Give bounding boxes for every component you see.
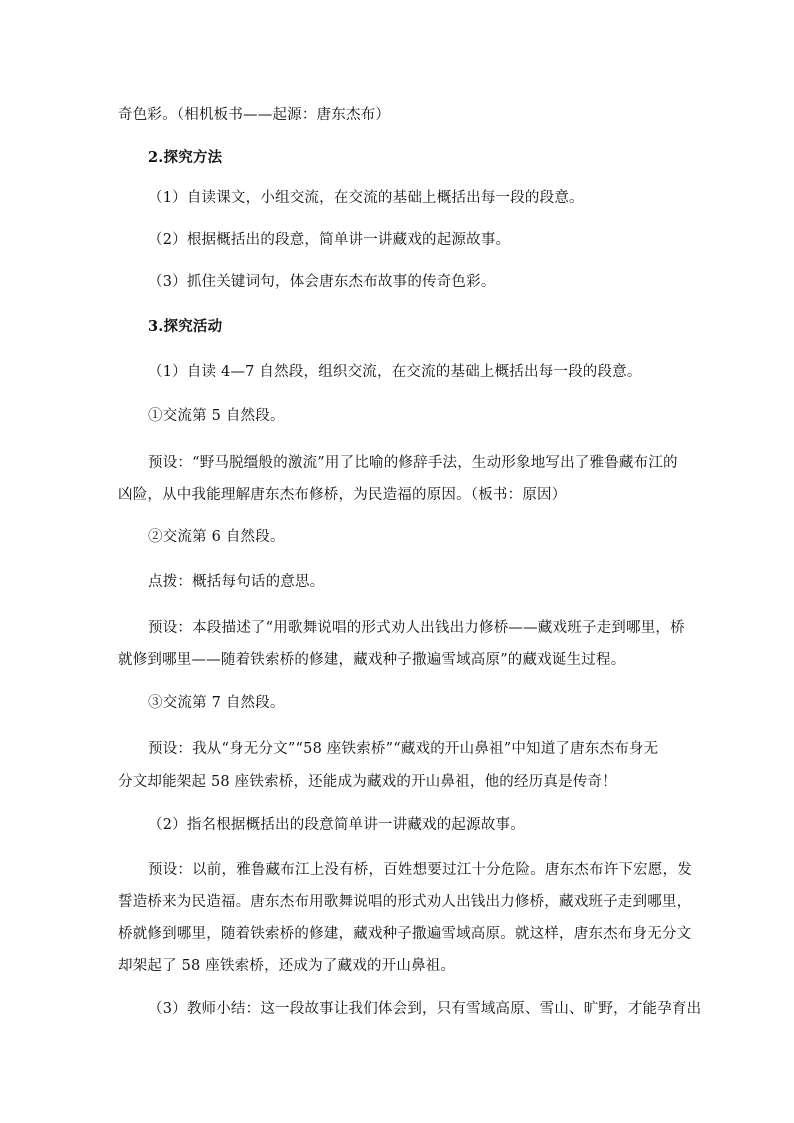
text-line: 预设：以前，雅鲁藏布江上没有桥，百姓想要过江十分危险。唐东杰布许下宏愿，发 [148, 862, 692, 878]
text-line: 分文却能架起 58 座铁索桥，还能成为藏戏的开山鼻祖，他的经历真是传奇！ [118, 774, 617, 790]
text-line: （2）指名根据概括出的段意简单讲一讲藏戏的起源故事。 [148, 817, 525, 833]
section-heading: 3.探究活动 [148, 318, 223, 335]
text-line: 却架起了 58 座铁索桥，还成为了藏戏的开山鼻祖。 [118, 958, 456, 974]
text-line: （3）抓住关键词句，体会唐东杰布故事的传奇色彩。 [148, 274, 496, 290]
text-line: ①交流第 5 自然段。 [148, 408, 285, 424]
text-line: 凶险，从中我能理解唐东杰布修桥，为民造福的原因。（板书：原因） [118, 487, 567, 503]
text-line: （1）自读 4—7 自然段，组织交流，在交流的基础上概括出每一段的段意。 [148, 364, 642, 380]
text-line: 预设：本段描述了“用歌舞说唱的形式劝人出钱出力修桥——藏戏班子走到哪里，桥 [148, 620, 685, 636]
text-line: 预设：“野马脱缰般的激流”用了比喻的修辞手法，生动形象地写出了雅鲁藏布江的 [148, 455, 678, 471]
text-line: （3）教师小结：这一段故事让我们体会到，只有雪域高原、雪山、旷野，才能孕育出 [148, 1001, 702, 1017]
text-line: ②交流第 6 自然段。 [148, 529, 285, 545]
text-line: 誓造桥来为民造福。唐东杰布用歌舞说唱的形式劝人出钱出力修桥，藏戏班子走到哪里， [118, 894, 692, 910]
text-line: 预设：我从“身无分文”“58 座铁索桥”“藏戏的开山鼻祖”中知道了唐东杰布身无 [148, 741, 659, 757]
text-line: （1）自读课文，小组交流，在交流的基础上概括出每一段的段意。 [148, 190, 584, 206]
text-line: （2）根据概括出的段意，简单讲一讲藏戏的起源故事。 [148, 232, 511, 248]
text-line: 就修到哪里——随着铁索桥的修建，藏戏种子撒遍雪域高原”的藏戏诞生过程。 [118, 652, 626, 668]
text-line: 桥就修到哪里，随着铁索桥的修建，藏戏种子撒遍雪域高原。就这样，唐东杰布身无分文 [118, 926, 692, 942]
section-heading: 2.探究方法 [148, 149, 223, 166]
text-line: ③交流第 7 自然段。 [148, 695, 285, 711]
text-line: 奇色彩。（相机板书——起源：唐东杰布） [118, 107, 391, 123]
text-line: 点拨：概括每句话的意思。 [148, 574, 325, 590]
